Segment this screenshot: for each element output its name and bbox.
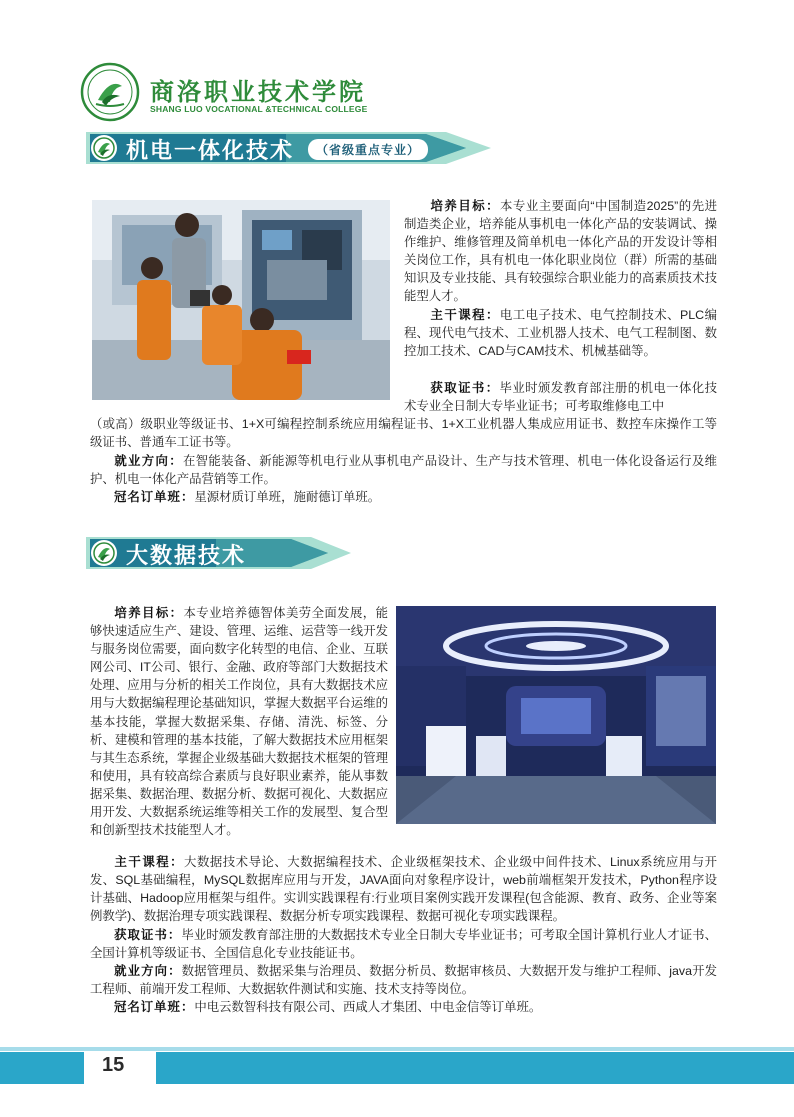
students-training-lab-photo <box>92 200 390 400</box>
courses-paragraph <box>404 306 717 360</box>
class-label: 冠名订单班： <box>114 490 195 504</box>
page-number: 15 <box>102 1054 125 1076</box>
class-text: 中电云数智科技有限公司、西咸人才集团、中电金信等订单班。 <box>194 1000 542 1014</box>
goal-paragraph <box>90 604 388 839</box>
class-label: 冠名订单班： <box>114 1000 195 1014</box>
section-title: 机电一体化技术 <box>126 138 295 163</box>
cert-text-a: 毕业时颁发教育部注册的机电一体化技术专业全日制大专毕业证书；可考取维修电工中 <box>404 381 718 414</box>
class-text: 星源材质订单班，施耐德订单班。 <box>194 490 381 504</box>
cert-paragraph <box>90 926 717 962</box>
cert-paragraph-bottom <box>90 415 717 451</box>
cert-text-b: （或高）级职业等级证书、1+X可编程控制系统应用编程证书、1+X工业机器人集成应用证书、数控车床操作工等级证书、普通车工证书等。 <box>90 417 717 450</box>
goal-text: 本专业培养德智体美劳全面发展，能够快速适应生产、建设、管理、运维、运营等一线开发与服务岗位需要，面向数字化转型的电信、企业、互联网公司、IT公司、银行、金融、政府等部门大数据技术处理、应用与分析的相关工作岗位，具有大数据技术应用与大数据编程理论基础知识，掌握大数据平台运维的基本技能，掌握大数据采集、存储、清洗、标签、分析、建模和管理的基本技能，了解大数据技术应用框架与其生态系统，掌握企业级基础大数据技术框架的管理和使用，具有较高综合素质与良好职业素养，能从事数据采集、数据治理、数据分析、数据可视化、大数据应用开发、大数据系统运维等相关工作的发展型、复合型和创新型技术技能型人才。 <box>90 606 389 838</box>
big-data-lab-photo <box>396 606 716 824</box>
goal-label: 培养目标： <box>114 606 184 620</box>
job-text: 在智能装备、新能源等机电行业从事机电产品设计、生产与技术管理、机电一体化设备运行及维护、机电一体化产品营销等工作。 <box>90 454 718 487</box>
college-logo <box>80 62 370 126</box>
class-paragraph <box>90 998 717 1016</box>
cert-label: 获取证书： <box>430 381 500 395</box>
job-label: 就业方向： <box>114 454 183 468</box>
courses-text: 大数据技术导论、大数据编程技术、企业级框架技术、企业级中间件技术、Linux系统应用与开发、SQL基础编程，MySQL数据库应用与开发，JAVA面向对象程序设计，web前端框架开发技术，Python程序设计基础、Hadoop应用框架与组件。实训实践课程有:行业项目案例实践开发课程(包含能源、教育、政务、企业等案例教学)、数据治理专项实践课程、数据分析专项实践课程、数据可视化专项实践课程。 <box>90 855 717 924</box>
class-paragraph <box>90 488 717 506</box>
courses-label: 主干课程： <box>114 855 185 869</box>
job-text: 数据管理员、数据采集与治理员、数据分析员、数据审核员、大数据开发与维护工程师、java开发工程师、前端开发工程师、大数据软件测试和实施、技术支持等岗位。 <box>90 964 718 997</box>
goal-paragraph <box>404 197 717 306</box>
section-banner-bigdata <box>86 535 356 571</box>
cert-label: 获取证书： <box>114 928 182 942</box>
college-name-cn: 商洛职业技术学院 <box>150 77 366 106</box>
footer-accent-line <box>0 1047 794 1051</box>
courses-label: 主干课程： <box>430 308 500 322</box>
courses-text: 电工电子技术、电气控制技术、PLC编程、现代电气技术、工业机器人技术、电气工程制图、数控加工技术、CAD与CAM技术、机械基础等。 <box>404 308 718 359</box>
leaf-emblem-icon <box>90 134 118 162</box>
cert-text: 毕业时颁发教育部注册的大数据技术专业全日制大专毕业证书；可考取全国计算机行业人才证书、全国计算机等级证书、全国信息化专业技能证书。 <box>90 928 717 961</box>
footer-bottom-margin <box>0 1084 794 1117</box>
job-label: 就业方向： <box>114 964 182 978</box>
college-emblem-icon <box>80 62 140 122</box>
job-paragraph <box>90 962 717 998</box>
section-title: 大数据技术 <box>126 543 247 568</box>
courses-paragraph <box>90 853 717 925</box>
key-major-tag: （省级重点专业） <box>308 139 428 160</box>
goal-text: 本专业主要面向“中国制造2025”的先进制造类企业，培养能从事机电一体化产品的安装调试、操作维护、维修管理及简单机电一体化产品的开发设计等相关岗位工作，具有机电一体化职业岗位（群）所需的基础知识及专业技能、具有较强综合职业能力的高素质技术技能型人才。 <box>404 199 717 304</box>
goal-label: 培养目标： <box>430 199 501 213</box>
cert-paragraph-top <box>404 379 717 415</box>
leaf-emblem-icon <box>90 539 118 567</box>
job-paragraph <box>90 452 717 488</box>
college-name-en: SHANG LUO VOCATIONAL &TECHNICAL COLLEGE <box>150 104 368 114</box>
section-banner-mechatronics <box>86 130 496 166</box>
